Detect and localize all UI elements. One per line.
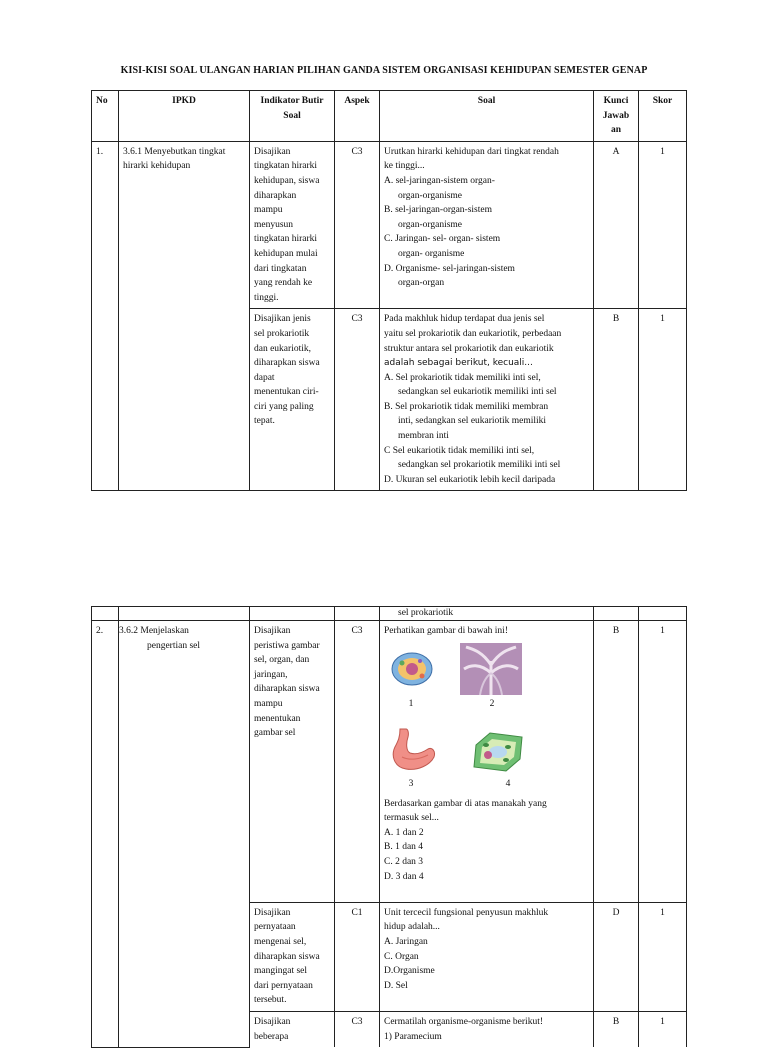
option-c: C. Organ (384, 951, 419, 962)
row-indikator: Disajikan peristiwa gambar sel, organ, dan jaringan, diharapkan siswa mampu menentukan gambar sel (250, 621, 335, 903)
header-aspek: Aspek (335, 91, 380, 142)
option-c: C. Jaringan- sel- organ- sistem (384, 234, 501, 245)
list-item: 1) Paramecium (384, 1031, 442, 1042)
row-aspek: C3 (335, 1011, 380, 1047)
header-soal: Soal (380, 91, 594, 142)
row-aspek: C3 (335, 141, 380, 309)
option-a: A. sel-jaringan-sistem organ- (384, 175, 495, 186)
row-ipkd: 3.6.1 Menyebutkan tingkat hirarki kehidupan (119, 141, 250, 491)
row-indikator: Disajikan tingkatan hirarki kehidupan, siswa diharapkan mampu menyusun tingkatan hirarki kehidupan mulai dari tingkatan yang rendah ke tinggi. (250, 141, 335, 309)
option-a: A. Sel prokariotik tidak memiliki inti sel, (384, 372, 541, 383)
row-kunci: B (594, 1011, 639, 1047)
kisi-kisi-table-page1 (91, 90, 687, 491)
table-row (92, 141, 687, 309)
row-kunci: A (594, 141, 639, 309)
option-d: D. Organisme- sel-jaringan-sistem (384, 263, 515, 274)
image-label-1: 1 (408, 698, 414, 709)
header-kunci: Kunci Jawab an (594, 91, 639, 142)
row-soal: Perhatikan gambar di bawah ini! 1 2 3 4 Berdasarkan gambar di atas manakah yang termasuk sel... A. 1 dan 2 B. 1 dan 4 C. 2 dan 3 D. 3 dan 4 (380, 621, 594, 903)
row-indikator: Disajikan jenis sel prokariotik dan eukariotik, diharapkan siswa dapat menentukan ciri- ciri yang paling tepat. (250, 309, 335, 491)
row-indikator: Disajikan pernyataan mengenai sel, diharapkan siswa mangingat sel dari pernyataan tersebut. (250, 902, 335, 1011)
option-c: C Sel eukariotik tidak memiliki inti sel, (384, 445, 535, 456)
stomach-image (388, 727, 438, 773)
kisi-kisi-table-page2 (91, 606, 687, 1048)
row-indikator: Disajikan beberapa (250, 1011, 335, 1047)
row-soal: Pada makhluk hidup terdapat dua jenis sel yaitu sel prokariotik dan eukariotik, perbedaan struktur antara sel prokariotik dan eukariotik adalah sebagai berikut, kecuali... A. Sel prokariotik tidak memiliki inti sel, sedangkan sel eukariotik memiliki inti sel B. Sel prokariotik tidak memiliki membran inti, sedangkan sel eukariotik memiliki membran inti C Sel eukariotik tidak memiliki inti sel, sedangkan sel prokariotik memiliki inti sel D. Ukuran sel eukariotik lebih kecil daripada (380, 309, 594, 491)
option-d: D. Sel (384, 980, 408, 991)
option-b: B. Sel prokariotik tidak memiliki membran (384, 401, 549, 412)
continued-option-text: sel prokariotik (398, 608, 454, 618)
row-soal: Unit tercecil fungsional penyusun makhluk hidup adalah... A. Jaringan C. Organ D.Organisme D. Sel (380, 902, 594, 1011)
option-c: C. 2 dan 3 (384, 856, 424, 867)
option-b: B. sel-jaringan-organ-sistem (384, 205, 492, 216)
table-row (92, 621, 687, 903)
animal-cell-image (390, 649, 434, 689)
row-kunci: B (594, 621, 639, 903)
row-no: 1. (92, 141, 119, 491)
header-no: No (92, 91, 119, 142)
image-label-4: 4 (505, 778, 511, 789)
option-d: D. 3 dan 4 (384, 871, 424, 882)
option-a: A. Jaringan (384, 936, 428, 947)
image-label-3: 3 (408, 778, 414, 789)
question-images (384, 643, 584, 793)
row-skor: 1 (639, 1011, 687, 1047)
row-aspek: C1 (335, 902, 380, 1011)
option-a: A. 1 dan 2 (384, 827, 424, 838)
row-aspek: C3 (335, 309, 380, 491)
row-kunci: B (594, 309, 639, 491)
row-soal: Cermatilah organisme-organisme berikut! 1) Paramecium (380, 1011, 594, 1047)
row-skor: 1 (639, 141, 687, 309)
row-skor: 1 (639, 621, 687, 903)
header-ipkd: IPKD (119, 91, 250, 142)
row-no: 2. (92, 621, 119, 1048)
row-skor: 1 (639, 309, 687, 491)
header-indikator: Indikator Butir Soal (250, 91, 335, 142)
option-b: B. 1 dan 4 (384, 842, 424, 853)
header-skor: Skor (639, 91, 687, 142)
image-label-2: 2 (489, 698, 495, 709)
tissue-image (460, 643, 522, 695)
table-header-row (92, 91, 687, 142)
option-d: D.Organisme (384, 966, 435, 977)
continuation-row (92, 607, 687, 621)
row-aspek: C3 (335, 621, 380, 903)
row-skor: 1 (639, 902, 687, 1011)
row-ipkd: 3.6.2 Menjelaskan pengertian sel (119, 621, 250, 1048)
document-title: KISI-KISI SOAL ULANGAN HARIAN PILIHAN GANDA SISTEM ORGANISASI KEHIDUPAN SEMESTER GENAP (120, 65, 648, 76)
row-soal: Urutkan hirarki kehidupan dari tingkat rendah ke tinggi... A. sel-jaringan-sistem organ- organ-organisme B. sel-jaringan-organ-sistem organ-organisme C. Jaringan- sel- organ- sistem organ- organisme D. Organisme- sel-jaringan-sistem organ-organ (380, 141, 594, 309)
row-kunci: D (594, 902, 639, 1011)
plant-cell-image (470, 727, 526, 775)
option-d: D. Ukuran sel eukariotik lebih kecil daripada (384, 474, 556, 485)
